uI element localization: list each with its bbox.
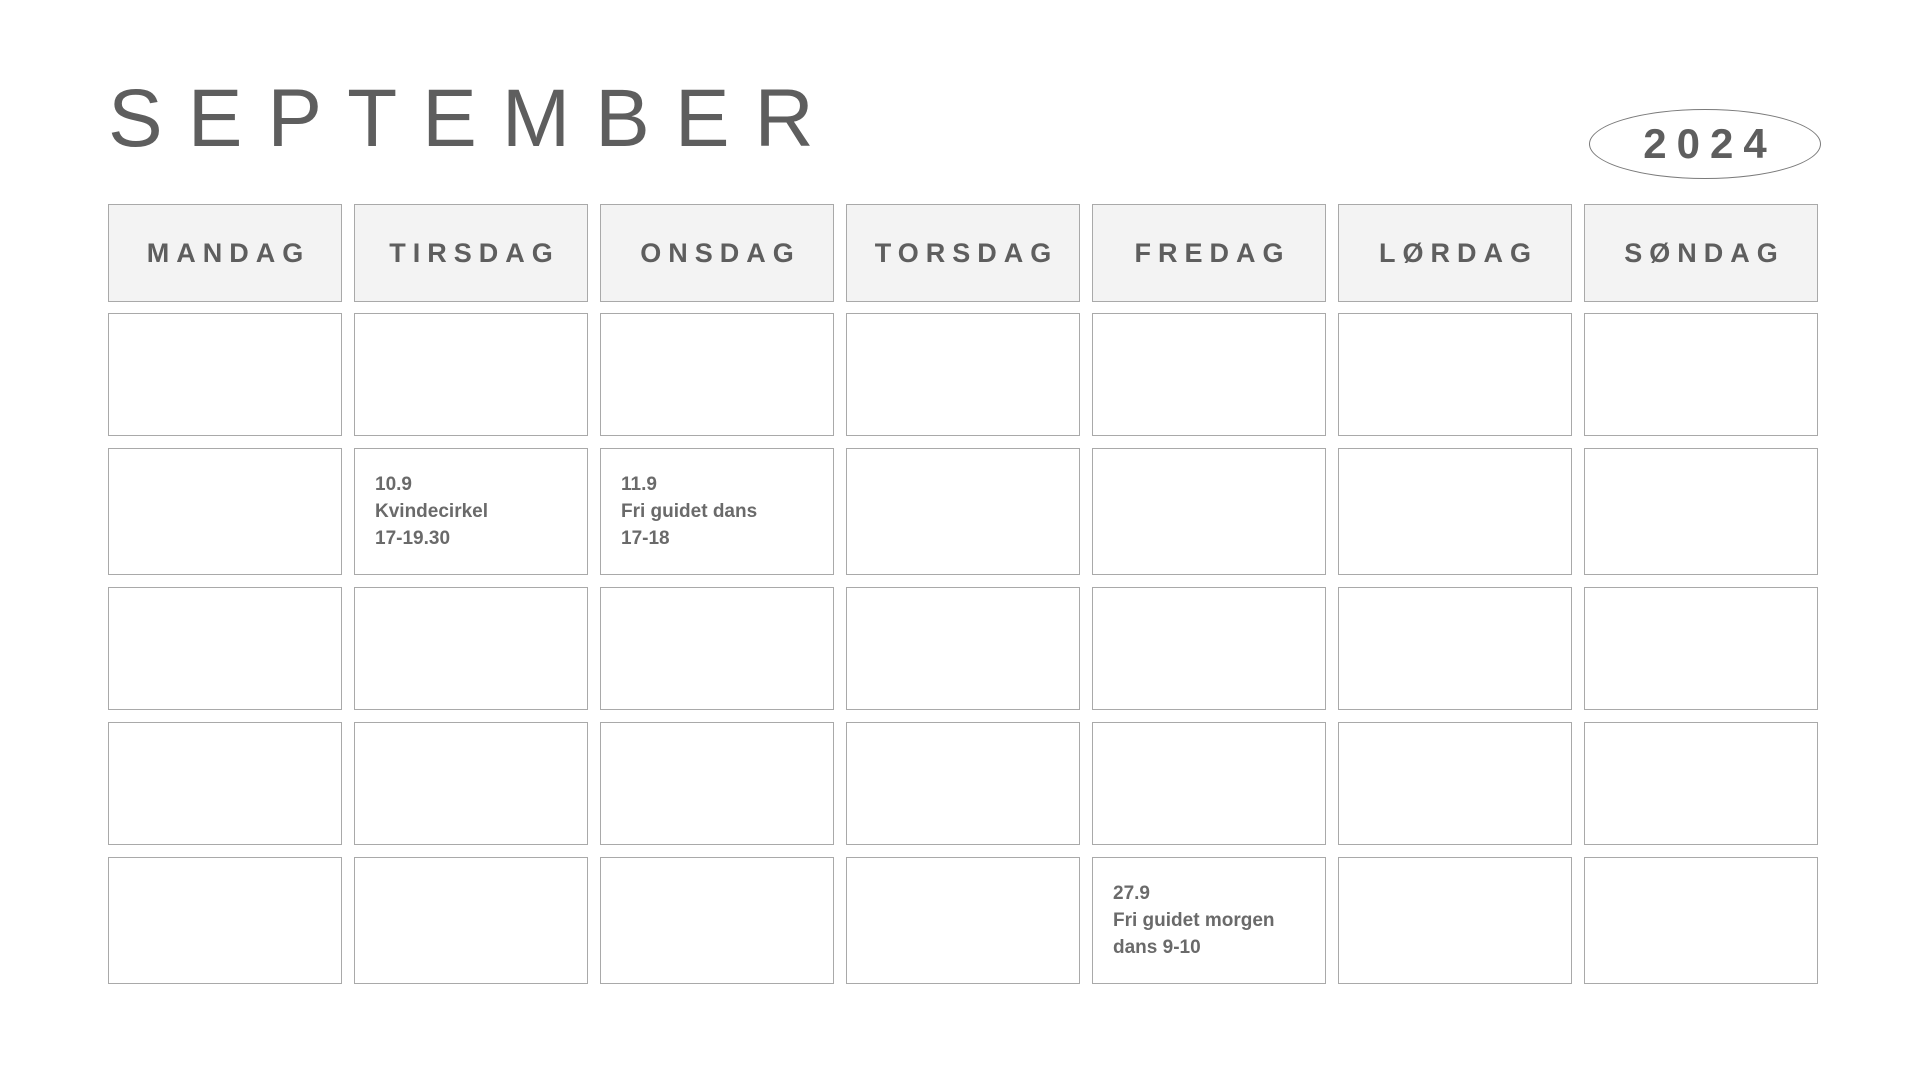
day-cell-week5-onsdag[interactable] bbox=[600, 857, 834, 984]
day-cell-week1-onsdag[interactable] bbox=[600, 313, 834, 436]
day-cell-week4-torsdag[interactable] bbox=[846, 722, 1080, 845]
day-cell-week2-sondag[interactable] bbox=[1584, 448, 1818, 575]
day-cell-week3-sondag[interactable] bbox=[1584, 587, 1818, 710]
event-text: Fri guidet morgen bbox=[1113, 910, 1275, 931]
day-cell-week2-tirsdag[interactable] bbox=[354, 448, 588, 575]
weekday-header-torsdag bbox=[846, 204, 1080, 302]
event-date: 11.9 bbox=[621, 474, 657, 495]
month-title: SEPTEMBER bbox=[108, 73, 839, 164]
weekday-header-fredag bbox=[1092, 204, 1326, 302]
weekday-label: SØNDAG bbox=[1624, 237, 1785, 268]
day-cell-week1-lordag[interactable] bbox=[1338, 313, 1572, 436]
weekday-header-sondag bbox=[1584, 204, 1818, 302]
calendar-event[interactable] bbox=[621, 471, 757, 552]
day-cell-week3-mandag[interactable] bbox=[108, 587, 342, 710]
day-cell-week5-torsdag[interactable] bbox=[846, 857, 1080, 984]
weekday-header-tirsdag bbox=[354, 204, 588, 302]
day-cell-week4-onsdag[interactable] bbox=[600, 722, 834, 845]
day-cell-week3-tirsdag[interactable] bbox=[354, 587, 588, 710]
day-cell-week4-fredag[interactable] bbox=[1092, 722, 1326, 845]
event-date: 10.9 bbox=[375, 474, 412, 495]
weekday-header-mandag bbox=[108, 204, 342, 302]
day-cell-week5-tirsdag[interactable] bbox=[354, 857, 588, 984]
day-cell-week5-sondag[interactable] bbox=[1584, 857, 1818, 984]
event-text: dans 9-10 bbox=[1113, 937, 1201, 958]
day-cell-week5-mandag[interactable] bbox=[108, 857, 342, 984]
day-cell-week1-mandag[interactable] bbox=[108, 313, 342, 436]
weekday-label: TORSDAG bbox=[874, 237, 1059, 268]
year-label: 2024 bbox=[1643, 120, 1777, 167]
day-cell-week3-fredag[interactable] bbox=[1092, 587, 1326, 710]
weekday-header-lordag bbox=[1338, 204, 1572, 302]
event-text: Fri guidet dans bbox=[621, 501, 758, 522]
day-cell-week1-torsdag[interactable] bbox=[846, 313, 1080, 436]
day-cell-week2-lordag[interactable] bbox=[1338, 448, 1572, 575]
day-cell-week1-fredag[interactable] bbox=[1092, 313, 1326, 436]
calendar-event[interactable] bbox=[375, 471, 488, 552]
calendar-event[interactable] bbox=[1113, 880, 1275, 961]
event-text: Kvindecirkel bbox=[375, 501, 488, 522]
weekday-label: FREDAG bbox=[1134, 237, 1291, 268]
day-cell-week2-onsdag[interactable] bbox=[600, 448, 834, 575]
day-cell-week4-lordag[interactable] bbox=[1338, 722, 1572, 845]
day-cell-week3-torsdag[interactable] bbox=[846, 587, 1080, 710]
day-cell-week1-sondag[interactable] bbox=[1584, 313, 1818, 436]
weekday-label: TIRSDAG bbox=[389, 237, 560, 268]
day-cell-week1-tirsdag[interactable] bbox=[354, 313, 588, 436]
day-cell-week4-tirsdag[interactable] bbox=[354, 722, 588, 845]
weekday-header-onsdag bbox=[600, 204, 834, 302]
year-badge bbox=[1589, 109, 1821, 179]
day-cell-week3-onsdag[interactable] bbox=[600, 587, 834, 710]
weekday-label: ONSDAG bbox=[640, 237, 801, 268]
day-cell-week4-sondag[interactable] bbox=[1584, 722, 1818, 845]
day-cell-week2-torsdag[interactable] bbox=[846, 448, 1080, 575]
day-cell-week2-mandag[interactable] bbox=[108, 448, 342, 575]
day-cell-week4-mandag[interactable] bbox=[108, 722, 342, 845]
event-text: 17-18 bbox=[621, 528, 670, 549]
day-cell-week2-fredag[interactable] bbox=[1092, 448, 1326, 575]
event-text: 17-19.30 bbox=[375, 528, 451, 549]
day-cell-week3-lordag[interactable] bbox=[1338, 587, 1572, 710]
day-cell-week5-fredag[interactable] bbox=[1092, 857, 1326, 984]
weekday-label: LØRDAG bbox=[1379, 237, 1538, 268]
weekday-label: MANDAG bbox=[146, 237, 311, 268]
day-cell-week5-lordag[interactable] bbox=[1338, 857, 1572, 984]
event-date: 27.9 bbox=[1113, 883, 1150, 904]
